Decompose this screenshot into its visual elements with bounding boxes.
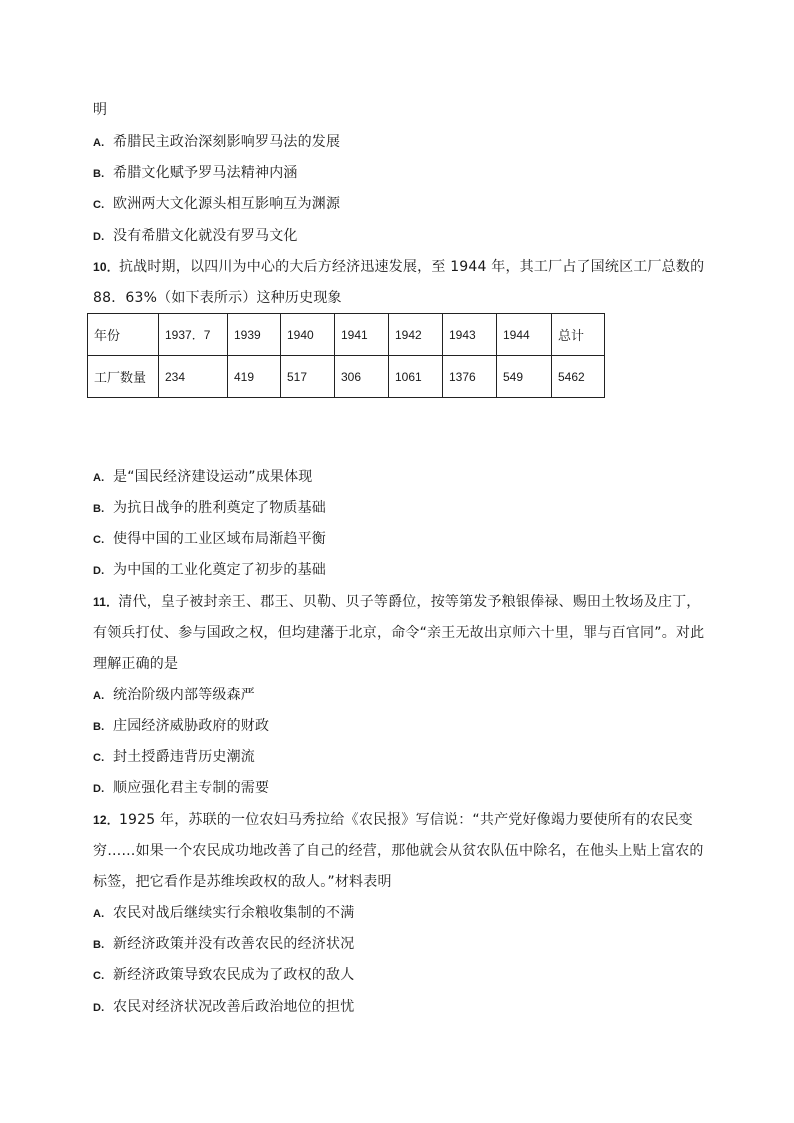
table-cell: 306 xyxy=(335,356,389,398)
q12-option-b[interactable] xyxy=(93,934,713,955)
option-letter: A. xyxy=(93,908,105,920)
q11-stem-line3: 理解正确的是 xyxy=(93,656,179,672)
question-number: 11． xyxy=(93,595,119,609)
table-row xyxy=(88,314,605,356)
q11-option-a[interactable] xyxy=(93,685,713,706)
q12-option-d[interactable] xyxy=(93,997,713,1018)
q9-option-b[interactable] xyxy=(93,163,713,184)
q9-continuation: 明 xyxy=(93,102,108,118)
q11-stem-line2: 有领兵打仗、参与国政之权，但均建藩于北京，命令“亲王无故出京师六十里，罪与百官同”。对此 xyxy=(93,625,705,641)
option-text: 封土授爵违背历史潮流 xyxy=(113,749,255,765)
option-text: 希腊民主政治深刻影响罗马法的发展 xyxy=(113,134,341,150)
question-stem: 清代，皇子被封亲王、郡王、贝勒、贝子等爵位，按等第发予粮银俸禄、赐田土牧场及庄丁， xyxy=(118,594,701,610)
q11-option-b[interactable] xyxy=(93,716,713,737)
option-text: 农民对战后继续实行余粮收集制的不满 xyxy=(113,905,355,921)
option-letter: D. xyxy=(93,1002,105,1014)
q11-option-d[interactable] xyxy=(93,778,713,799)
table-header-cell: 1937．7 xyxy=(159,314,228,356)
table-header-cell: 1941 xyxy=(335,314,389,356)
option-letter: B. xyxy=(93,721,105,733)
table-cell: 234 xyxy=(159,356,228,398)
option-letter: D. xyxy=(93,783,105,795)
table-header-cell: 年份 xyxy=(88,314,159,356)
option-text: 新经济政策导致农民成为了政权的敌人 xyxy=(113,967,355,983)
option-text: 统治阶级内部等级森严 xyxy=(113,687,255,703)
option-text: 新经济政策并没有改善农民的经济状况 xyxy=(113,936,355,952)
table-cell: 549 xyxy=(497,356,552,398)
table-cell: 工厂数量 xyxy=(88,356,159,398)
option-letter: A. xyxy=(93,472,105,484)
q12-stem-line1 xyxy=(93,810,713,830)
option-letter: B. xyxy=(93,503,105,515)
option-letter: A. xyxy=(93,690,105,702)
q10-stem-line1 xyxy=(93,257,713,277)
table-row xyxy=(88,356,605,398)
option-letter: C. xyxy=(93,970,105,982)
q9-option-c[interactable] xyxy=(93,194,713,215)
question-stem: 抗战时期，以四川为中心的大后方经济迅速发展，至 1944 年，其工厂占了国统区工厂总数的 xyxy=(118,259,705,275)
q10-option-a[interactable] xyxy=(93,467,713,488)
q12-option-c[interactable] xyxy=(93,965,713,986)
option-text: 顺应强化君主专制的需要 xyxy=(113,780,270,796)
table-header-cell: 1942 xyxy=(389,314,443,356)
table-cell: 5462 xyxy=(552,356,605,398)
question-stem: 1925 年，苏联的一位农妇马秀拉给《农民报》写信说：“共产党好像竭力要使所有的农民变 xyxy=(118,812,693,828)
option-letter: C. xyxy=(93,752,105,764)
question-number: 12． xyxy=(93,813,119,827)
option-text: 欧洲两大文化源头相互影响互为渊源 xyxy=(113,196,341,212)
table-header-cell: 1943 xyxy=(443,314,497,356)
q12-stem-line3: 标签，把它看作是苏维埃政权的敌人。”材料表明 xyxy=(93,874,392,890)
option-letter: B. xyxy=(93,168,105,180)
option-text: 为抗日战争的胜利奠定了物质基础 xyxy=(113,500,326,516)
option-letter: D. xyxy=(93,565,105,577)
option-text: 没有希腊文化就没有罗马文化 xyxy=(113,228,298,244)
table-header-cell: 1944 xyxy=(497,314,552,356)
table-cell: 419 xyxy=(228,356,281,398)
table-cell: 1061 xyxy=(389,356,443,398)
option-text: 希腊文化赋予罗马法精神内涵 xyxy=(113,165,298,181)
option-letter: A. xyxy=(93,137,105,149)
option-letter: C. xyxy=(93,199,105,211)
option-text: 使得中国的工业区域布局渐趋平衡 xyxy=(113,531,326,547)
q9-option-a[interactable] xyxy=(93,132,713,153)
table-header-cell: 1939 xyxy=(228,314,281,356)
q10-stem-line2: 88．63%（如下表所示）这种历史现象 xyxy=(93,290,342,306)
q10-option-c[interactable] xyxy=(93,529,713,550)
q10-option-b[interactable] xyxy=(93,498,713,519)
option-text: 为中国的工业化奠定了初步的基础 xyxy=(113,562,326,578)
option-text: 是“国民经济建设运动”成果体现 xyxy=(113,469,313,485)
q11-stem-line1 xyxy=(93,592,713,612)
table-header-cell: 1940 xyxy=(281,314,335,356)
option-letter: B. xyxy=(93,939,105,951)
q12-option-a[interactable] xyxy=(93,903,713,924)
table-cell: 517 xyxy=(281,356,335,398)
option-letter: C. xyxy=(93,534,105,546)
table-cell: 1376 xyxy=(443,356,497,398)
factory-table xyxy=(87,313,605,398)
option-letter: D. xyxy=(93,231,105,243)
option-text: 庄园经济威胁政府的财政 xyxy=(113,718,270,734)
question-number: 10． xyxy=(93,260,119,274)
option-text: 农民对经济状况改善后政治地位的担忧 xyxy=(113,999,355,1015)
table-header-cell: 总计 xyxy=(552,314,605,356)
q10-option-d[interactable] xyxy=(93,560,713,581)
q9-option-d[interactable] xyxy=(93,226,713,247)
q11-option-c[interactable] xyxy=(93,747,713,768)
q12-stem-line2: 穷……如果一个农民成功地改善了自己的经营，那他就会从贫农队伍中除名，在他头上贴上富农的 xyxy=(93,843,704,859)
